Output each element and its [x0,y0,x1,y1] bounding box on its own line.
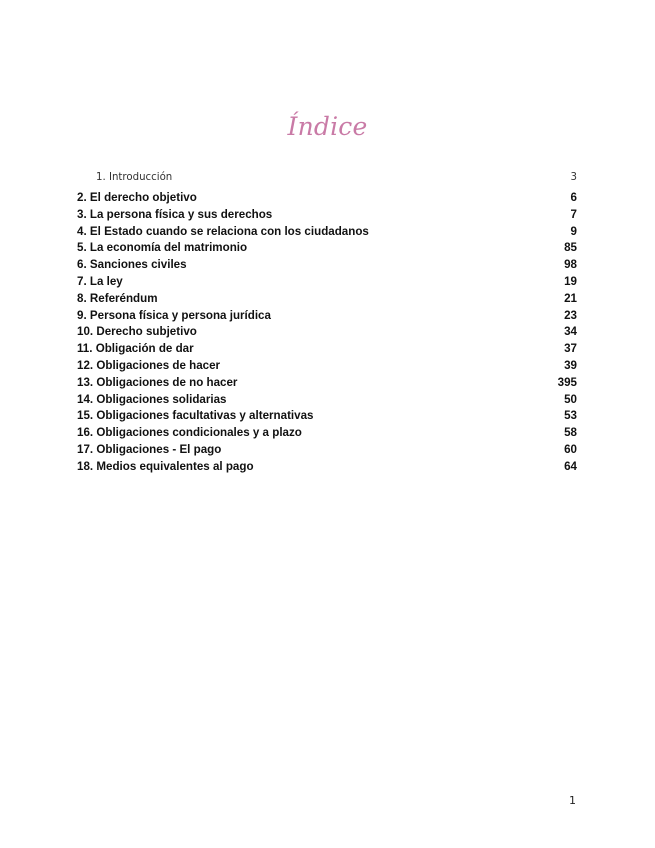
toc-page-number: 34 [564,325,577,339]
toc-page-number: 21 [564,291,577,305]
toc-row[interactable] [77,359,577,376]
toc-page-number: 7 [570,207,577,221]
toc-row[interactable] [77,376,577,393]
toc-page-number: 9 [570,224,577,238]
table-of-contents [77,172,577,477]
toc-row[interactable] [77,342,577,359]
toc-page-number: 58 [564,426,577,440]
toc-row[interactable] [77,258,577,275]
toc-row[interactable] [77,409,577,426]
toc-entry-label: 13. Obligaciones de no hacer [77,375,238,389]
toc-page-number: 85 [564,241,577,255]
toc-entry-label: 6. Sanciones civiles [77,258,187,272]
toc-row[interactable] [77,426,577,443]
toc-row[interactable] [77,172,577,191]
toc-page-number: 23 [564,308,577,322]
footer-page-number: 1 [569,794,576,807]
toc-page-number: 39 [564,358,577,372]
page-title: Índice [287,112,368,141]
toc-page-number: 6 [570,191,577,204]
toc-entry-label: 9. Persona física y persona jurídica [77,308,271,322]
toc-entry-label: 14. Obligaciones solidarias [77,392,227,406]
toc-entry-label: 15. Obligaciones facultativas y alternativas [77,409,314,423]
toc-entry-label: 10. Derecho subjetivo [77,325,197,339]
toc-row[interactable] [77,292,577,309]
toc-entry-label: 5. La economía del matrimonio [77,241,248,255]
toc-entry-label: 8. Referéndum [77,291,158,305]
toc-entry-label: 2. El derecho objetivo [77,191,197,204]
toc-row[interactable] [77,460,577,477]
toc-page-number: 98 [564,258,577,272]
toc-page-number: 395 [557,375,577,389]
toc-entry-label: 7. La ley [77,274,123,288]
toc-page-number: 53 [564,409,577,423]
toc-row[interactable] [77,443,577,460]
toc-row[interactable] [77,393,577,410]
toc-page-number: 50 [564,392,577,406]
toc-row[interactable] [77,191,577,208]
toc-page-number: 3 [570,172,577,183]
toc-entry-label: 12. Obligaciones de hacer [77,358,221,372]
toc-row[interactable] [77,241,577,258]
toc-page-number: 19 [564,274,577,288]
toc-row[interactable] [77,325,577,342]
toc-entry-label: 4. El Estado cuando se relaciona con los ciudadanos [77,224,369,238]
toc-row[interactable] [77,225,577,242]
toc-entry-label: 17. Obligaciones - El pago [77,442,222,456]
toc-row[interactable] [77,208,577,225]
toc-entry-label: 3. La persona física y sus derechos [77,207,273,221]
toc-row[interactable] [77,275,577,292]
toc-page-number: 60 [564,442,577,456]
toc-entry-label: 1. Introducción [96,172,173,183]
toc-entry-label: 18. Medios equivalentes al pago [77,459,254,473]
toc-entry-label: 16. Obligaciones condicionales y a plazo [77,426,302,440]
toc-page-number: 64 [564,459,577,473]
toc-entry-label: 11. Obligación de dar [77,342,194,356]
toc-row[interactable] [77,309,577,326]
toc-page-number: 37 [564,342,577,356]
